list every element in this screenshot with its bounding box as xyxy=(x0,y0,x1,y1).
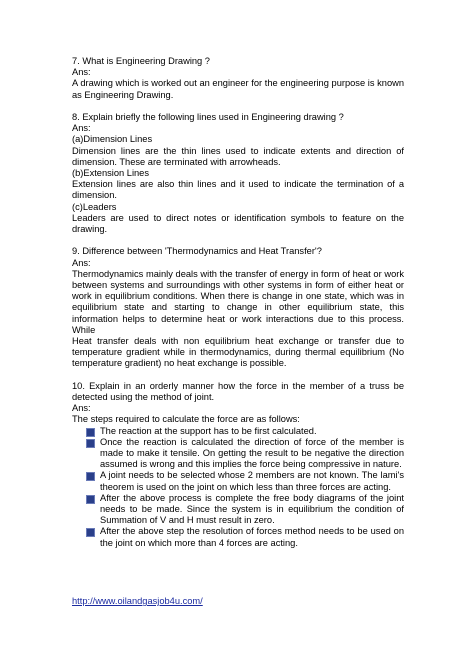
ans-label: Ans: xyxy=(72,123,91,134)
ans-label: Ans: xyxy=(72,257,91,268)
list-item: A joint needs to be selected whose 2 members are not known. The lami's theorem is used on the joint on which less than three forces are acting. xyxy=(86,470,404,492)
subheading: (a)Dimension Lines xyxy=(72,134,153,145)
square-bullet-icon xyxy=(86,439,95,448)
list-item: After the above step the resolution of forces method needs to be used on the joint on which more than 4 forces are acting. xyxy=(86,526,404,548)
square-bullet-icon xyxy=(86,495,95,504)
question-text: 7. What is Engineering Drawing ? xyxy=(72,56,210,66)
list-item: After the above process is complete the free body diagrams of the joint needs to be made. Since the system is in equilibrium the condition of Summation of V and H must result in zero. xyxy=(86,493,404,527)
answer-text: Thermodynamics mainly deals with the transfer of energy in form of heat or work between systems and surroundings with other systems in form of either heat or work in equilibrium conditions. When there is change in one state, which was in equilibrium state and starting to change in other equilibrium state, this information helps to determine heat or work interactions due to this process. While xyxy=(72,268,404,335)
answer-text: Heat transfer deals with non equilibrium heat exchange or transfer due to temperature gradient while in thermodynamics, during thermal equilibrium (No temperature gradient) no heat exchange is possible. xyxy=(72,336,404,369)
answer-text: Leaders are used to direct notes or identification symbols to feature on the drawing. xyxy=(72,212,404,235)
ans-label: Ans: xyxy=(72,67,91,78)
question-text: 10. Explain in an orderly manner how the force in the member of a truss be detected using the method of joint. xyxy=(72,380,404,403)
question-8 xyxy=(72,112,404,235)
square-bullet-icon xyxy=(86,428,95,437)
question-10 xyxy=(72,381,404,549)
answer-text: Extension lines are also thin lines and it used to indicate the termination of a dimension. xyxy=(72,179,404,201)
footer-link[interactable]: http://www.oilandgasjob4u.com/ xyxy=(72,596,203,606)
answer-text: A drawing which is worked out an engineer for the engineering purpose is known as Engineering Drawing. xyxy=(72,78,404,100)
document-page xyxy=(72,56,404,560)
page-footer xyxy=(72,596,203,607)
steps-list xyxy=(72,426,404,549)
question-text: 9. Difference between 'Thermodynamics and Heat Transfer'? xyxy=(72,246,322,257)
subheading: (c)Leaders xyxy=(72,201,117,212)
list-item: Once the reaction is calculated the direction of force of the member is made to make it tensile. On getting the result to be negative the direction assumed is wrong and this implies the force being compressive in nature. xyxy=(86,437,404,471)
answer-intro: The steps required to calculate the force are as follows: xyxy=(72,414,300,425)
square-bullet-icon xyxy=(86,472,95,481)
answer-text: Dimension lines are the thin lines used to indicate extents and direction of dimension. These are terminated with arrowheads. xyxy=(72,145,404,167)
question-7 xyxy=(72,56,404,101)
question-text: 8. Explain briefly the following lines used in Engineering drawing ? xyxy=(72,112,344,122)
ans-label: Ans: xyxy=(72,403,91,414)
list-item: The reaction at the support has to be first calculated. xyxy=(86,426,404,437)
subheading: (b)Extension Lines xyxy=(72,168,149,179)
question-9 xyxy=(72,246,404,369)
square-bullet-icon xyxy=(86,528,95,537)
